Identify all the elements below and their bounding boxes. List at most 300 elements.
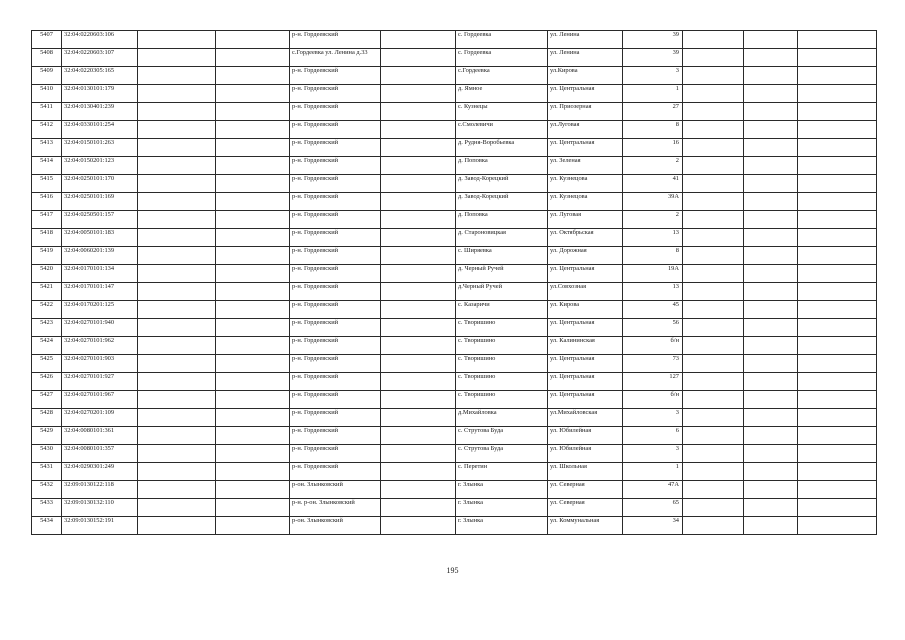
cell-settlement: с. Гордеевка	[456, 49, 548, 67]
cell-street: ул. Центральная	[548, 373, 623, 391]
cell-house-number: 41	[623, 175, 683, 193]
table-row	[32, 463, 877, 481]
cell-col-12	[798, 175, 877, 193]
cell-col-3	[138, 427, 216, 445]
cell-col-10	[683, 355, 744, 373]
cell-cadastral-number: 32:04:0270101:903	[62, 355, 138, 373]
cell-col-4	[216, 193, 290, 211]
cell-col-11	[744, 427, 798, 445]
cell-col-11	[744, 301, 798, 319]
table-row	[32, 49, 877, 67]
cell-col-10	[683, 175, 744, 193]
cell-col-10	[683, 409, 744, 427]
cell-col-11	[744, 373, 798, 391]
cell-col-10	[683, 139, 744, 157]
cell-col-4	[216, 319, 290, 337]
cell-col-3	[138, 193, 216, 211]
cell-street: ул. Ленина	[548, 49, 623, 67]
cell-col-10	[683, 391, 744, 409]
table-row	[32, 409, 877, 427]
cell-col-3	[138, 157, 216, 175]
cell-district: р-н. Гордеевский	[290, 103, 381, 121]
cell-house-number: 3	[623, 445, 683, 463]
cell-cadastral-number: 32:04:0250101:169	[62, 193, 138, 211]
cell-col-3	[138, 283, 216, 301]
table-row	[32, 175, 877, 193]
cell-col-3	[138, 301, 216, 319]
cell-col-6	[381, 175, 456, 193]
cell-col-6	[381, 49, 456, 67]
cell-cadastral-number: 32:09:0130132:110	[62, 499, 138, 517]
cell-row-number: 5433	[32, 499, 62, 517]
cell-row-number: 5409	[32, 67, 62, 85]
cell-cadastral-number: 32:04:0270101:940	[62, 319, 138, 337]
cell-house-number: 39	[623, 49, 683, 67]
cell-col-4	[216, 247, 290, 265]
cell-col-12	[798, 67, 877, 85]
cell-house-number: 1	[623, 85, 683, 103]
cell-col-6	[381, 229, 456, 247]
cell-col-12	[798, 247, 877, 265]
cell-settlement: с. Творишино	[456, 319, 548, 337]
cell-row-number: 5407	[32, 31, 62, 49]
cell-district: р-н. Гордеевский	[290, 355, 381, 373]
cell-col-11	[744, 193, 798, 211]
cell-col-6	[381, 427, 456, 445]
table-row	[32, 391, 877, 409]
cell-col-12	[798, 85, 877, 103]
cell-col-3	[138, 481, 216, 499]
cell-col-6	[381, 31, 456, 49]
cell-col-4	[216, 85, 290, 103]
cell-row-number: 5422	[32, 301, 62, 319]
cell-house-number: 56	[623, 319, 683, 337]
cell-settlement: с.Смолевичи	[456, 121, 548, 139]
cell-district: р-н. Гордеевский	[290, 337, 381, 355]
cell-col-4	[216, 481, 290, 499]
cell-col-4	[216, 49, 290, 67]
cell-col-3	[138, 103, 216, 121]
cell-street: ул. Луговая	[548, 211, 623, 229]
cell-col-10	[683, 517, 744, 535]
cell-house-number: 45	[623, 301, 683, 319]
cell-cadastral-number: 32:04:0250501:157	[62, 211, 138, 229]
cell-col-11	[744, 481, 798, 499]
cell-col-10	[683, 49, 744, 67]
cell-col-12	[798, 283, 877, 301]
cell-col-10	[683, 85, 744, 103]
cell-col-6	[381, 121, 456, 139]
cell-col-12	[798, 139, 877, 157]
cell-col-10	[683, 193, 744, 211]
cell-col-6	[381, 319, 456, 337]
cell-row-number: 5421	[32, 283, 62, 301]
cell-district: р-н. Гордеевский	[290, 229, 381, 247]
cell-col-11	[744, 121, 798, 139]
cell-cadastral-number: 32:04:0080101:361	[62, 427, 138, 445]
cell-col-10	[683, 31, 744, 49]
cell-col-10	[683, 337, 744, 355]
cell-district: р-н. Гордеевский	[290, 67, 381, 85]
cell-col-4	[216, 463, 290, 481]
cell-street: ул. Дорожная	[548, 247, 623, 265]
cell-district: р-н. р-он. Злынковский	[290, 499, 381, 517]
cell-col-4	[216, 283, 290, 301]
cell-col-11	[744, 103, 798, 121]
table-row	[32, 103, 877, 121]
table-row	[32, 301, 877, 319]
cell-house-number: б/н	[623, 337, 683, 355]
cell-house-number: 6	[623, 427, 683, 445]
cell-col-3	[138, 517, 216, 535]
cell-row-number: 5434	[32, 517, 62, 535]
cell-col-11	[744, 85, 798, 103]
cell-col-12	[798, 427, 877, 445]
table-row	[32, 157, 877, 175]
cell-col-4	[216, 121, 290, 139]
cell-col-12	[798, 301, 877, 319]
cell-col-4	[216, 427, 290, 445]
cell-house-number: 73	[623, 355, 683, 373]
cell-col-10	[683, 157, 744, 175]
cell-row-number: 5429	[32, 427, 62, 445]
cell-cadastral-number: 32:04:0220305:165	[62, 67, 138, 85]
cell-col-3	[138, 337, 216, 355]
cell-settlement: д. Ямное	[456, 85, 548, 103]
cell-col-12	[798, 229, 877, 247]
cell-district: р-н. Гордеевский	[290, 283, 381, 301]
table-row	[32, 427, 877, 445]
cell-house-number: 3	[623, 67, 683, 85]
cell-cadastral-number: 32:04:0220603:106	[62, 31, 138, 49]
cell-district: р-он. Злынковский	[290, 517, 381, 535]
cell-house-number: 127	[623, 373, 683, 391]
cell-cadastral-number: 32:04:0270101:927	[62, 373, 138, 391]
cell-settlement: д. Рудня-Воробьевка	[456, 139, 548, 157]
cell-district: р-н. Гордеевский	[290, 121, 381, 139]
cell-street: ул. Северная	[548, 481, 623, 499]
cell-col-12	[798, 391, 877, 409]
table-row	[32, 229, 877, 247]
cell-settlement: с. Творишино	[456, 355, 548, 373]
cell-settlement: д. Староновицкая	[456, 229, 548, 247]
cell-col-3	[138, 211, 216, 229]
cell-col-6	[381, 211, 456, 229]
cell-col-4	[216, 229, 290, 247]
cell-district: р-н. Гордеевский	[290, 175, 381, 193]
cell-row-number: 5425	[32, 355, 62, 373]
cell-col-6	[381, 301, 456, 319]
cell-house-number: 65	[623, 499, 683, 517]
cell-house-number: 39	[623, 31, 683, 49]
cell-col-12	[798, 481, 877, 499]
cell-cadastral-number: 32:04:0080101:357	[62, 445, 138, 463]
cell-col-3	[138, 373, 216, 391]
cell-house-number: 13	[623, 229, 683, 247]
cell-col-11	[744, 139, 798, 157]
cell-row-number: 5413	[32, 139, 62, 157]
cell-col-3	[138, 49, 216, 67]
table-row	[32, 481, 877, 499]
cell-col-11	[744, 445, 798, 463]
cell-col-4	[216, 445, 290, 463]
table-row	[32, 85, 877, 103]
cell-row-number: 5408	[32, 49, 62, 67]
cell-row-number: 5428	[32, 409, 62, 427]
cell-col-6	[381, 157, 456, 175]
cell-cadastral-number: 32:04:0220603:107	[62, 49, 138, 67]
table-row	[32, 517, 877, 535]
cell-row-number: 5411	[32, 103, 62, 121]
cell-row-number: 5431	[32, 463, 62, 481]
cell-row-number: 5427	[32, 391, 62, 409]
cell-district: р-н. Гордеевский	[290, 31, 381, 49]
cell-col-3	[138, 31, 216, 49]
cell-col-11	[744, 355, 798, 373]
cell-col-12	[798, 265, 877, 283]
cell-col-6	[381, 355, 456, 373]
cell-col-6	[381, 139, 456, 157]
table-row	[32, 337, 877, 355]
table-row	[32, 247, 877, 265]
cell-settlement: с. Струтова Буда	[456, 445, 548, 463]
cell-settlement: д.Михайловка	[456, 409, 548, 427]
cell-district: р-н. Гордеевский	[290, 193, 381, 211]
cell-cadastral-number: 32:04:0290301:249	[62, 463, 138, 481]
cell-col-11	[744, 31, 798, 49]
cell-col-10	[683, 373, 744, 391]
cell-street: ул. Центральная	[548, 391, 623, 409]
cell-col-12	[798, 373, 877, 391]
cell-col-12	[798, 445, 877, 463]
cell-street: ул. Кузнецова	[548, 193, 623, 211]
cell-col-6	[381, 409, 456, 427]
cell-col-3	[138, 175, 216, 193]
cell-house-number: 2	[623, 211, 683, 229]
cell-house-number: б/н	[623, 391, 683, 409]
cell-house-number: 16	[623, 139, 683, 157]
cell-col-4	[216, 337, 290, 355]
cell-col-10	[683, 121, 744, 139]
cell-col-11	[744, 391, 798, 409]
cell-settlement: с. Творишино	[456, 337, 548, 355]
cell-col-4	[216, 139, 290, 157]
cell-col-11	[744, 175, 798, 193]
table-row	[32, 355, 877, 373]
cell-col-10	[683, 463, 744, 481]
cell-col-12	[798, 31, 877, 49]
cell-district: р-н. Гордеевский	[290, 139, 381, 157]
cell-settlement: д. Поповка	[456, 157, 548, 175]
cell-street: ул. Зеленая	[548, 157, 623, 175]
cell-row-number: 5430	[32, 445, 62, 463]
cell-row-number: 5417	[32, 211, 62, 229]
cell-col-3	[138, 229, 216, 247]
table-row	[32, 283, 877, 301]
cell-settlement: д. Завод-Корецкий	[456, 193, 548, 211]
cell-col-4	[216, 175, 290, 193]
cell-row-number: 5424	[32, 337, 62, 355]
cell-col-10	[683, 103, 744, 121]
cell-house-number: 47А	[623, 481, 683, 499]
table-row	[32, 193, 877, 211]
table-row	[32, 139, 877, 157]
cell-col-6	[381, 247, 456, 265]
cell-street: ул. Кирова	[548, 301, 623, 319]
cell-col-12	[798, 49, 877, 67]
cell-cadastral-number: 32:04:0250101:170	[62, 175, 138, 193]
cell-col-6	[381, 481, 456, 499]
cell-street: ул. Коммунальная	[548, 517, 623, 535]
table-row	[32, 31, 877, 49]
cell-col-11	[744, 67, 798, 85]
cell-row-number: 5432	[32, 481, 62, 499]
cell-col-4	[216, 211, 290, 229]
cell-col-3	[138, 319, 216, 337]
cell-house-number: 8	[623, 121, 683, 139]
cell-col-11	[744, 157, 798, 175]
cell-district: р-н. Гордеевский	[290, 301, 381, 319]
table-row	[32, 265, 877, 283]
cell-district: р-он. Злынковский	[290, 481, 381, 499]
cell-district: р-н. Гордеевский	[290, 319, 381, 337]
cell-col-3	[138, 409, 216, 427]
cell-house-number: 2	[623, 157, 683, 175]
cell-district: р-н. Гордеевский	[290, 157, 381, 175]
cell-row-number: 5414	[32, 157, 62, 175]
cell-house-number: 39А	[623, 193, 683, 211]
cell-col-10	[683, 445, 744, 463]
cell-col-12	[798, 121, 877, 139]
cell-col-4	[216, 301, 290, 319]
cell-settlement: с. Казаричи	[456, 301, 548, 319]
cell-col-10	[683, 265, 744, 283]
cell-col-6	[381, 67, 456, 85]
cell-district: с.Гордеевка ул. Ленина д.33	[290, 49, 381, 67]
cell-col-3	[138, 463, 216, 481]
cell-col-4	[216, 373, 290, 391]
cell-col-6	[381, 391, 456, 409]
table-row	[32, 121, 877, 139]
cell-col-3	[138, 247, 216, 265]
cell-row-number: 5415	[32, 175, 62, 193]
cell-col-12	[798, 409, 877, 427]
cell-col-6	[381, 193, 456, 211]
cell-settlement: с. Ширяевка	[456, 247, 548, 265]
cell-row-number: 5410	[32, 85, 62, 103]
cell-col-11	[744, 265, 798, 283]
cell-col-4	[216, 67, 290, 85]
cell-col-3	[138, 121, 216, 139]
cell-col-4	[216, 265, 290, 283]
cell-col-6	[381, 373, 456, 391]
cell-col-6	[381, 499, 456, 517]
cell-street: ул. Центральная	[548, 265, 623, 283]
cell-street: ул. Северная	[548, 499, 623, 517]
cell-district: р-н. Гордеевский	[290, 247, 381, 265]
cell-col-3	[138, 355, 216, 373]
cell-col-6	[381, 103, 456, 121]
cell-street: ул. Центральная	[548, 139, 623, 157]
cell-col-12	[798, 355, 877, 373]
cell-settlement: д.Черный Ручей	[456, 283, 548, 301]
cell-settlement: с. Перетин	[456, 463, 548, 481]
cell-street: ул. Калининская	[548, 337, 623, 355]
cell-settlement: с. Струтова Буда	[456, 427, 548, 445]
cell-col-12	[798, 319, 877, 337]
table-row	[32, 445, 877, 463]
cell-house-number: 13	[623, 283, 683, 301]
cell-house-number: 3	[623, 409, 683, 427]
cell-cadastral-number: 32:04:0270101:962	[62, 337, 138, 355]
cell-district: р-н. Гордеевский	[290, 463, 381, 481]
cell-col-4	[216, 157, 290, 175]
register-table-body	[32, 31, 877, 535]
cell-district: р-н. Гордеевский	[290, 427, 381, 445]
cell-street: ул. Приозерная	[548, 103, 623, 121]
cell-col-10	[683, 67, 744, 85]
cell-settlement: г. Злынка	[456, 481, 548, 499]
cell-col-10	[683, 319, 744, 337]
cell-cadastral-number: 32:04:0170101:134	[62, 265, 138, 283]
cell-street: ул. Юбилейная	[548, 427, 623, 445]
cell-col-11	[744, 49, 798, 67]
cell-district: р-н. Гордеевский	[290, 445, 381, 463]
cell-col-4	[216, 355, 290, 373]
cell-settlement: д. Завод-Корецкий	[456, 175, 548, 193]
cell-settlement: с. Гордеевка	[456, 31, 548, 49]
cell-street: ул. Ленина	[548, 31, 623, 49]
cell-col-3	[138, 139, 216, 157]
cell-col-3	[138, 445, 216, 463]
cell-col-12	[798, 517, 877, 535]
table-row	[32, 211, 877, 229]
cell-col-4	[216, 31, 290, 49]
cell-cadastral-number: 32:04:0170101:147	[62, 283, 138, 301]
cell-street: ул. Юбилейная	[548, 445, 623, 463]
cell-col-4	[216, 499, 290, 517]
cell-col-6	[381, 463, 456, 481]
cell-col-3	[138, 265, 216, 283]
cell-col-6	[381, 265, 456, 283]
cell-col-6	[381, 85, 456, 103]
cell-settlement: с. Кузнецы	[456, 103, 548, 121]
cell-settlement: г. Злынка	[456, 517, 548, 535]
cell-col-10	[683, 427, 744, 445]
cell-col-6	[381, 283, 456, 301]
cell-col-10	[683, 247, 744, 265]
cell-district: р-н. Гордеевский	[290, 409, 381, 427]
cell-cadastral-number: 32:04:0270101:967	[62, 391, 138, 409]
cell-street: ул. Центральная	[548, 319, 623, 337]
cell-col-3	[138, 391, 216, 409]
cell-col-10	[683, 211, 744, 229]
cell-col-11	[744, 499, 798, 517]
cell-row-number: 5426	[32, 373, 62, 391]
cell-col-6	[381, 337, 456, 355]
cell-settlement: д. Черный Ручей	[456, 265, 548, 283]
cell-col-10	[683, 499, 744, 517]
page-number: 195	[446, 566, 459, 575]
register-table	[31, 30, 877, 535]
cell-cadastral-number: 32:04:0130101:179	[62, 85, 138, 103]
cell-col-4	[216, 391, 290, 409]
cell-col-10	[683, 283, 744, 301]
cell-house-number: 8	[623, 247, 683, 265]
cell-col-12	[798, 499, 877, 517]
cell-settlement: г. Злынка	[456, 499, 548, 517]
cell-cadastral-number: 32:09:0130152:191	[62, 517, 138, 535]
